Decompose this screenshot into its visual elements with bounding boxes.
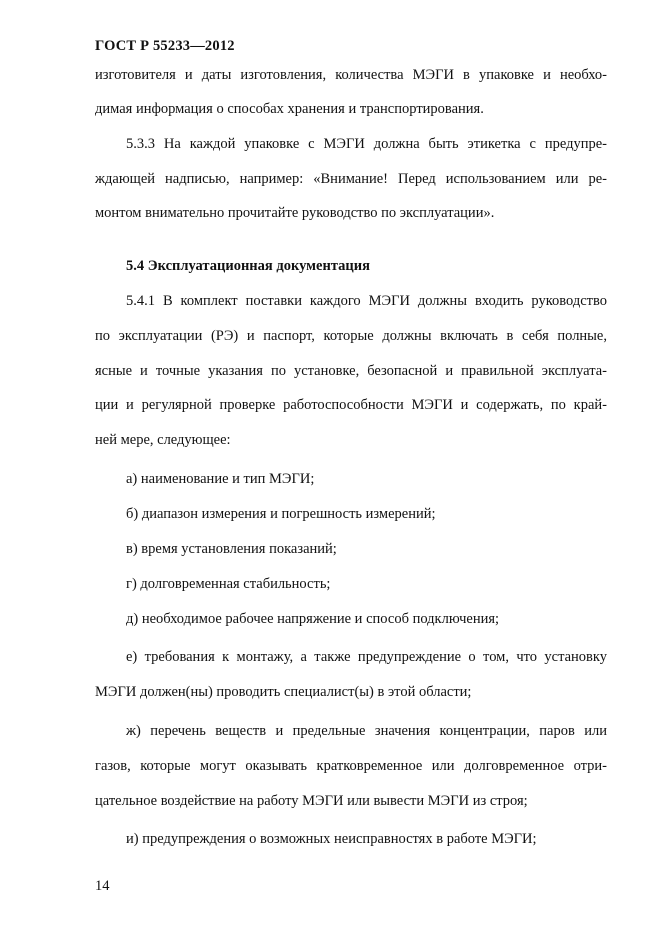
clause-5-4-1-line: 5.4.1 В комплект поставки каждого МЭГИ должны входить руководство — [126, 293, 607, 309]
text-line: ней мере, следующее: — [95, 432, 231, 448]
list-item: и) предупреждения о возможных неисправностях в работе МЭГИ; — [126, 831, 537, 847]
page-number: 14 — [95, 878, 110, 894]
list-item: а) наименование и тип МЭГИ; — [126, 471, 315, 487]
list-item: ж) перечень веществ и предельные значения концентрации, паров или — [126, 723, 607, 739]
text-line: газов, которые могут оказывать кратковременное или долговременное отри- — [95, 758, 607, 774]
section-heading-5-4: 5.4 Эксплуатационная документация — [126, 258, 370, 274]
list-item: в) время установления показаний; — [126, 541, 337, 557]
text-line: димая информация о способах хранения и транспортирования. — [95, 101, 484, 117]
list-item: г) долговременная стабильность; — [126, 576, 331, 592]
text-line: МЭГИ должен(ны) проводить специалист(ы) в этой области; — [95, 684, 472, 700]
text-line: ции и регулярной проверке работоспособности МЭГИ и содержать, по край- — [95, 397, 607, 413]
list-item: е) требования к монтажу, а также предупреждение о том, что установку — [126, 649, 607, 665]
text-line: ясные и точные указания по установке, безопасной и правильной эксплуата- — [95, 363, 607, 379]
text-line: цательное воздействие на работу МЭГИ или вывести МЭГИ из строя; — [95, 793, 528, 809]
clause-5-3-3-line: 5.3.3 На каждой упаковке с МЭГИ должна быть этикетка с предупре- — [126, 136, 607, 152]
list-item: б) диапазон измерения и погрешность измерений; — [126, 506, 436, 522]
text-line: по эксплуатации (РЭ) и паспорт, которые должны включать в себя полные, — [95, 328, 607, 344]
list-item: д) необходимое рабочее напряжение и способ подключения; — [126, 611, 500, 627]
text-line: монтом внимательно прочитайте руководство по эксплуатации». — [95, 205, 495, 221]
standard-header: ГОСТ Р 55233—2012 — [95, 38, 235, 54]
text-line: изготовителя и даты изготовления, количества МЭГИ в упаковке и необхо- — [95, 67, 607, 83]
text-line: ждающей надписью, например: «Внимание! Перед использованием или ре- — [95, 171, 607, 187]
